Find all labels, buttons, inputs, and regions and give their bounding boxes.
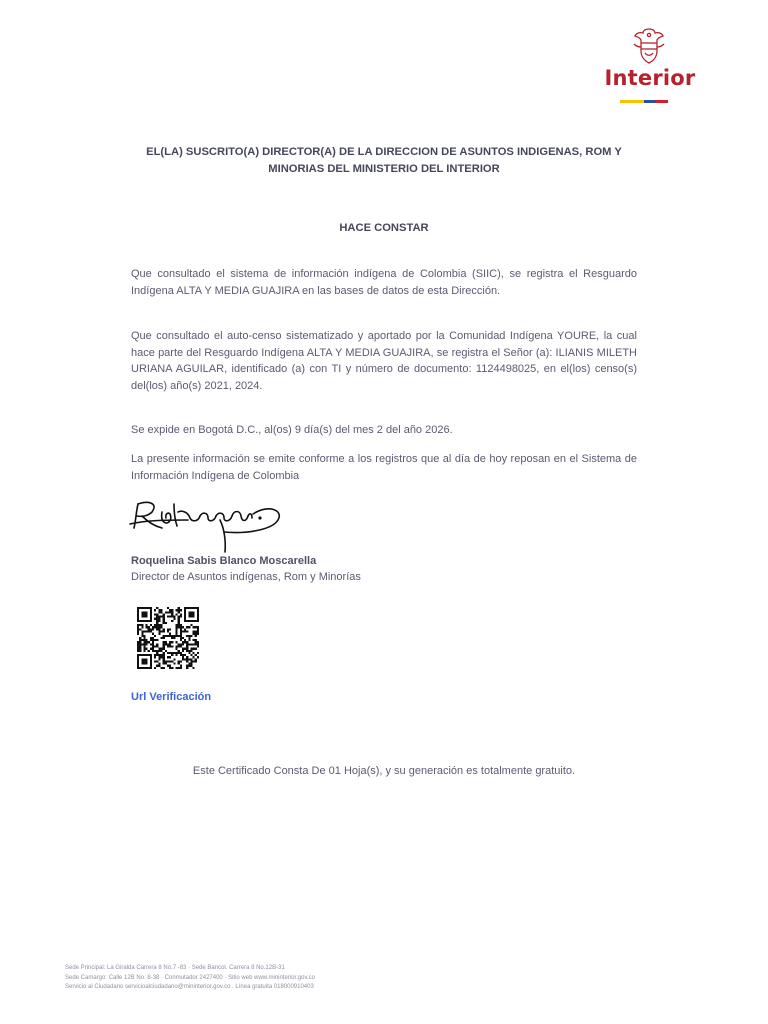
verification-link[interactable]: Url Verificación xyxy=(131,691,212,703)
paragraph-census: Que consultado el auto-censo sistematizado y aportado por la Comunidad Indígena YOURE, la cual hace parte del Resguardo Indígena ALTA Y MEDIA GUAJIRA, se registra el Señor (a): ILIANIS MILETH URIANA AGUILAR, identificado (a) con TI y número de documento: 1124498025, en el(los) censo(s) del(los) año(s) 2021, 2024. xyxy=(131,330,637,392)
address-block xyxy=(65,964,315,993)
ministry-logo xyxy=(598,26,702,108)
flag-stripe xyxy=(620,100,668,103)
paragraph-resguardo: Que consultado el sistema de información indígena de Colombia (SIIC), se registra el Resguardo Indígena ALTA Y MEDIA GUAJIRA en las bases de datos de esta Dirección. xyxy=(131,268,637,297)
handwritten-signature xyxy=(128,490,284,554)
coat-of-arms-icon xyxy=(630,26,668,66)
address-line: Sede Camargo: Calle 12B No. 8-38 · Conmutador 2427400 · Sitio web www.mininterior.gov.co xyxy=(65,974,316,981)
address-line: Servicio al Ciudadano servicioalciudadano@mininterior.gov.co . Línea gratuita 018000910403 xyxy=(65,984,314,990)
paragraph-issued: Se expide en Bogotá D.C., al(os) 9 día(s) del mes 2 del año 2026. xyxy=(131,424,453,436)
signer-role: Director de Asuntos indígenas, Rom y Minorías xyxy=(131,571,361,583)
logo-wordmark: Interior xyxy=(604,66,696,90)
signer-name: Roquelina Sabis Blanco Moscarella xyxy=(131,555,317,567)
address-line: Sede Principal: La Giralda Carrera 8 No.7 -83 · Sede Bancol. Carrera 8 No.12B-31 xyxy=(65,965,285,971)
certificate-note: Este Certificado Consta De 01 Hoja(s), y su generación es totalmente gratuito. xyxy=(192,765,576,777)
paragraph-disclaimer: La presente información se emite conforme a los registros que al día de hoy reposan en el Sistema de Información Indígena de Colombia xyxy=(131,453,637,482)
document-heading: EL(LA) SUSCRITO(A) DIRECTOR(A) DE LA DIRECCION DE ASUNTOS INDIGENAS, ROM Y MINORIAS DEL MINISTERIO DEL INTERIOR xyxy=(146,146,622,175)
qr-code[interactable] xyxy=(135,607,201,669)
document-subheading: HACE CONSTAR xyxy=(339,222,429,234)
